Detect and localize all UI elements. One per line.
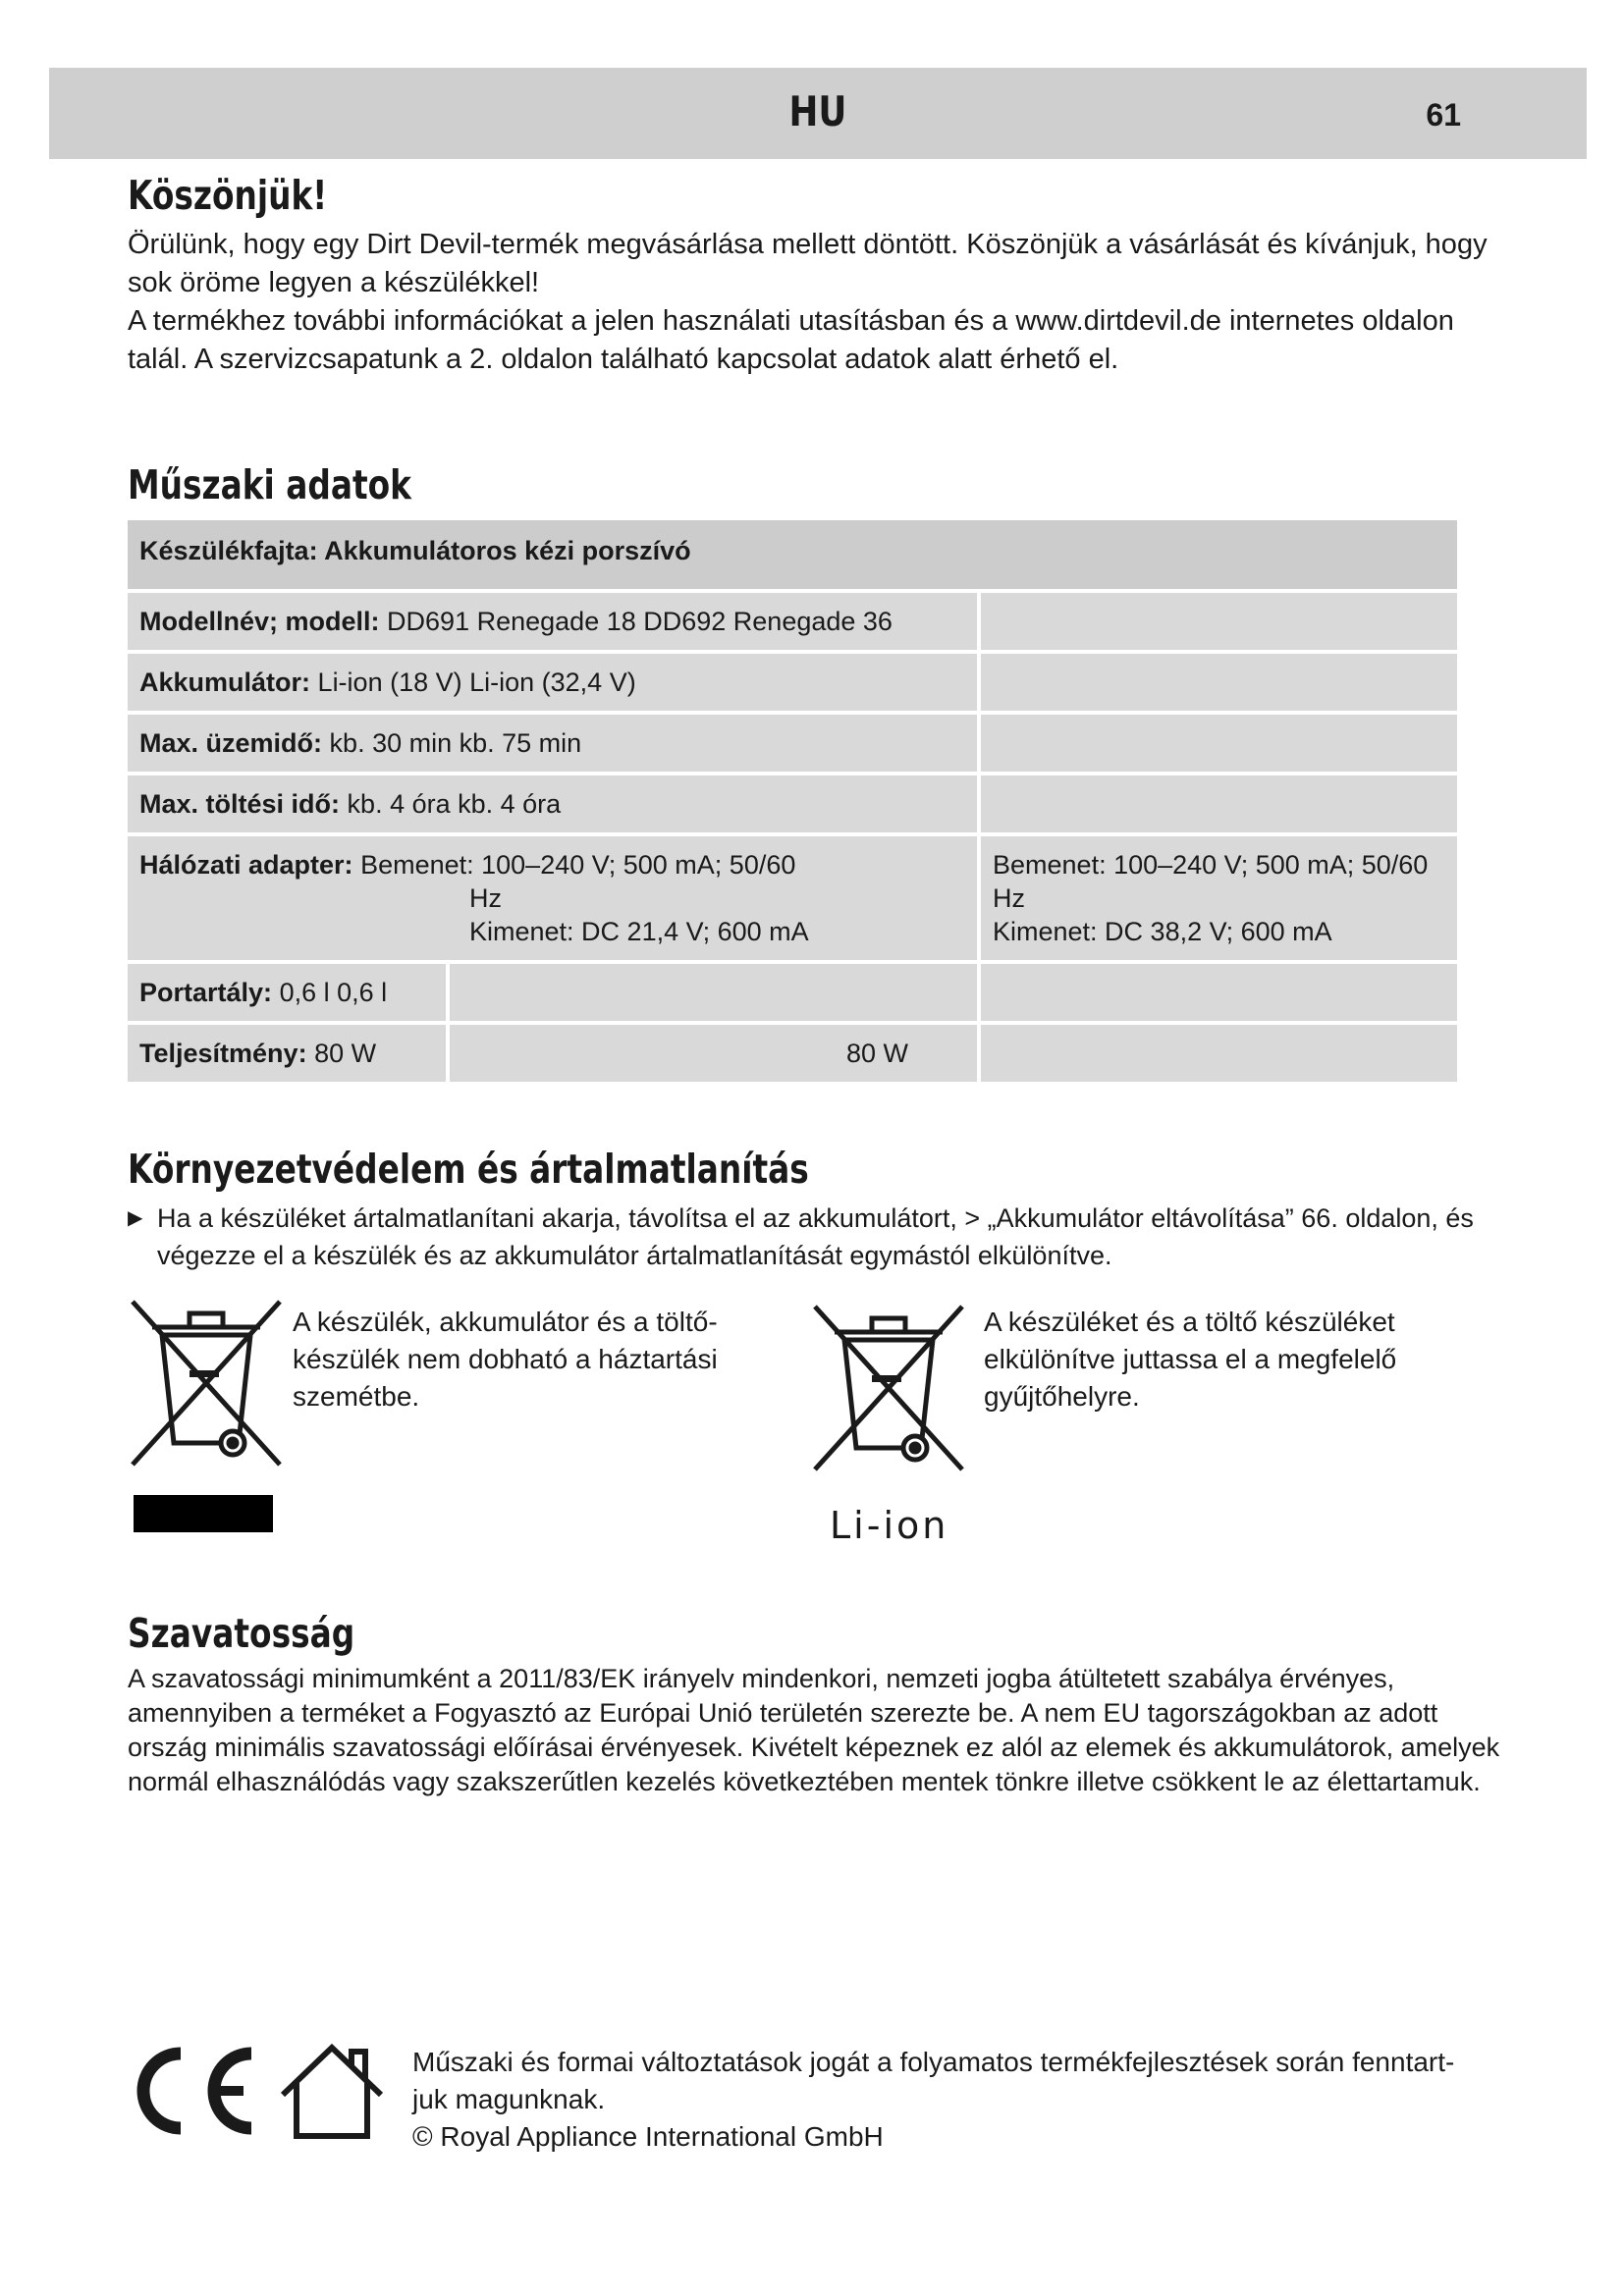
spec-cell-empty — [450, 964, 981, 1025]
separate-collection-bar — [134, 1495, 273, 1532]
spec-value: DD691 Renegade 18 DD692 Renegade 36 — [387, 607, 893, 636]
spec-label: Akkumulátor: — [139, 667, 311, 697]
page-header — [49, 68, 1587, 159]
spec-label: Max. üzemidő: — [139, 728, 323, 758]
spec-cell: 80 W — [450, 1025, 981, 1086]
warranty-text: A szavatossági minimumként a 2011/83/EK irányelv mindenkori, nemzeti jogba átültetett szabálya érvényes, amennyiben a terméket a Fogyasztó az Európai Unió területén szerezte be. A nem EU tagországokban az adott ország minimális szavatossági előírásai érvényesek. Kivételt képeznek ez alól az elemek és akkumulátorok, amelyek normál elhasználódás vagy szakszerűtlen kezelés következtében mentek tönkre illetve csökkent le az élettartamuk. — [128, 1664, 1500, 1796]
spec-value: Kimenet: DC 38,2 V; 600 mA — [993, 917, 1332, 946]
table-row — [128, 520, 1461, 593]
spec-label: Hálózati adapter: — [139, 850, 353, 880]
bin-note-left: A készülék, akkumulátor és a töltő-készülék nem dobható a háztartási szemétbe. — [293, 1307, 718, 1412]
footer-line-1: Műszaki és formai változtatások jogát a folyamatos termékfejlesztések során fenntart-juk magunknak. — [412, 2047, 1455, 2114]
spec-value: Hz — [469, 883, 502, 913]
environment-bullet — [128, 1200, 1532, 1274]
crossed-bin-icon — [805, 1301, 972, 1477]
spec-cell — [128, 836, 981, 964]
spec-label: Portartály: — [139, 978, 273, 1007]
table-row — [128, 775, 1461, 836]
specs-title: Műszaki adatok — [128, 461, 411, 508]
spec-value: Bemenet: 100–240 V; 500 mA; 50/60 Hz — [993, 850, 1429, 913]
spec-value: kb. 4 óra kb. 4 óra — [347, 789, 562, 819]
spec-cell — [128, 654, 981, 715]
spec-cell-empty — [981, 593, 1461, 654]
spec-value: 80 W — [314, 1039, 377, 1068]
spec-value: Kimenet: DC 21,4 V; 600 mA — [469, 917, 809, 946]
table-row — [128, 836, 1461, 964]
footer-line-2: © Royal Appliance International GmbH — [412, 2121, 884, 2152]
spec-cell-empty — [981, 654, 1461, 715]
spec-cell — [981, 836, 1461, 964]
thanks-title: Köszönjük! — [128, 172, 328, 219]
table-row — [128, 964, 1461, 1025]
spec-cell — [128, 1025, 450, 1086]
triangle-bullet-icon: ▶ — [128, 1207, 143, 1229]
footer-text — [412, 2044, 1473, 2156]
spec-cell-empty — [981, 775, 1461, 836]
spec-value: Li-ion (18 V) Li-ion (32,4 V) — [317, 667, 636, 697]
spec-cell-empty — [981, 964, 1461, 1025]
spec-cell — [128, 775, 981, 836]
spec-cell — [128, 715, 981, 775]
environment-bullet-text: Ha a készüléket ártalmatlanítani akarja, távolítsa el az akkumulátort, > „Akkumulátor eltávolítása” 66. oldalon, és végezze el a készülék és az akkumulátor ártalmatlanítását egymástól elkülönítve. — [157, 1203, 1474, 1270]
thanks-paragraph-2: A termékhez további információkat a jelen használati utasításban és a www.dirtdevil.de internetes oldalon talál. A szervizcsapatunk a 2. oldalon található kapcsolat adatok alatt érhető el. — [128, 305, 1454, 375]
ce-mark-icon — [122, 2042, 259, 2140]
device-type-cell: Készülékfajta: Akkumulátoros kézi porszívó — [128, 520, 1461, 593]
spec-cell-empty — [981, 715, 1461, 775]
environment-title: Környezetvédelem és ártalmatlanítás — [128, 1146, 809, 1193]
spec-cell-empty — [981, 1025, 1461, 1086]
spec-cell — [128, 593, 981, 654]
thanks-paragraph-1: Örülünk, hogy egy Dirt Devil-termék megvásárlása mellett döntött. Köszönjük a vásárlását és kívánjuk, hogy sok öröme legyen a készülékkel! — [128, 229, 1488, 298]
li-ion-label: Li-ion — [830, 1504, 949, 1547]
table-row — [128, 654, 1461, 715]
table-row — [128, 593, 1461, 654]
page-number: 61 — [1426, 97, 1461, 133]
specs-table — [128, 520, 1461, 1086]
bin-note-right: A készüléket és a töltő készüléket elkülönítve juttassa el a megfelelő gyűjtőhelyre. — [984, 1307, 1397, 1412]
spec-label: Teljesítmény: — [139, 1039, 307, 1068]
table-row — [128, 1025, 1461, 1086]
table-row — [128, 715, 1461, 775]
warranty-title: Szavatosság — [128, 1610, 355, 1657]
house-icon — [277, 2040, 387, 2142]
thanks-text — [128, 226, 1522, 379]
language-code: HU — [788, 87, 847, 135]
spec-value: 0,6 l 0,6 l — [279, 978, 388, 1007]
spec-cell — [128, 964, 450, 1025]
spec-value: kb. 30 min kb. 75 min — [329, 728, 582, 758]
spec-label: Max. töltési idő: — [139, 789, 341, 819]
spec-label: Modellnév; modell: — [139, 607, 380, 636]
crossed-bin-icon — [123, 1296, 290, 1472]
spec-value: Bemenet: 100–240 V; 500 mA; 50/60 — [360, 850, 796, 880]
